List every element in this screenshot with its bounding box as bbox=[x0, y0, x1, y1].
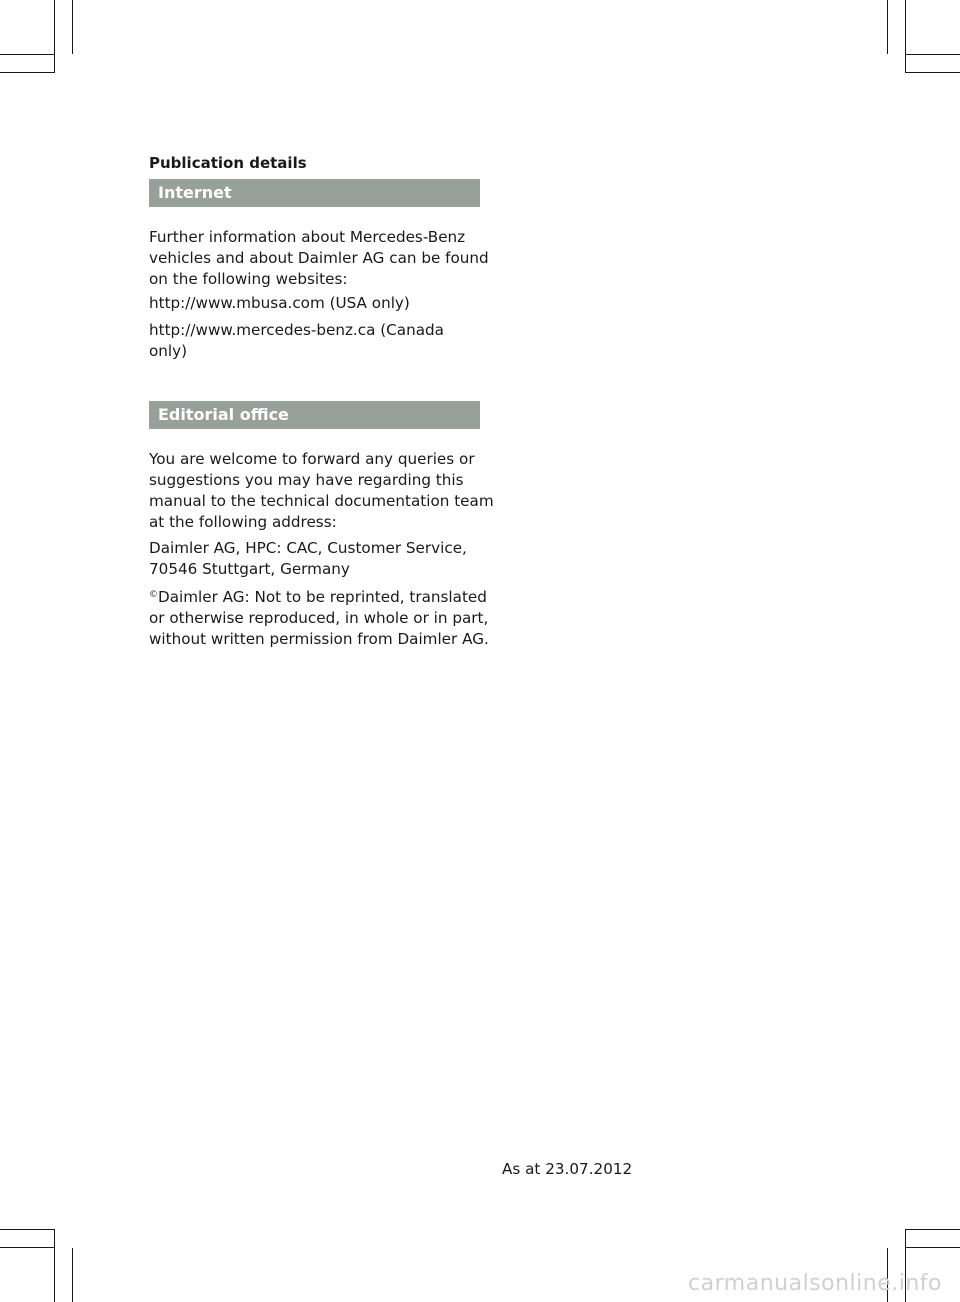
text-line: http://www.mercedes-benz.ca (Canada bbox=[149, 321, 444, 339]
crop-mark bbox=[887, 0, 888, 54]
crop-mark bbox=[905, 1247, 960, 1248]
copyright-text: Daimler AG: Not to be reprinted, translated bbox=[158, 588, 487, 606]
url-canada bbox=[149, 320, 489, 362]
crop-mark bbox=[905, 0, 906, 73]
crop-mark bbox=[905, 72, 960, 73]
internet-intro-paragraph bbox=[149, 227, 489, 290]
text-line: Daimler AG, HPC: CAC, Customer Service, bbox=[149, 539, 467, 557]
section-heading-editorial-office: Editorial office bbox=[149, 401, 480, 429]
crop-mark bbox=[54, 1229, 55, 1302]
text-line bbox=[149, 587, 489, 608]
date-stamp: As at 23.07.2012 bbox=[502, 1160, 633, 1178]
copyright-paragraph bbox=[149, 587, 489, 650]
text-line: vehicles and about Daimler AG can be found bbox=[149, 249, 489, 267]
section-heading-internet: Internet bbox=[149, 179, 480, 207]
crop-mark bbox=[0, 54, 54, 55]
crop-mark bbox=[905, 54, 960, 55]
crop-mark bbox=[54, 0, 55, 73]
crop-mark bbox=[0, 72, 55, 73]
text-line: on the following websites: bbox=[149, 270, 348, 288]
text-line: You are welcome to forward any queries or bbox=[149, 450, 475, 468]
text-line: Further information about Mercedes-Benz bbox=[149, 228, 466, 246]
text-line: at the following address: bbox=[149, 513, 337, 531]
editorial-intro-paragraph bbox=[149, 449, 494, 533]
text-line: manual to the technical documentation team bbox=[149, 492, 494, 510]
crop-mark bbox=[72, 0, 73, 54]
text-line: suggestions you may have regarding this bbox=[149, 471, 464, 489]
page-title: Publication details bbox=[149, 154, 307, 172]
crop-mark bbox=[0, 1229, 55, 1230]
text-line: only) bbox=[149, 342, 188, 360]
address-paragraph bbox=[149, 538, 489, 580]
text-line: without written permission from Daimler AG. bbox=[149, 630, 489, 648]
text-line: 70546 Stuttgart, Germany bbox=[149, 560, 350, 578]
url-usa bbox=[149, 293, 489, 314]
watermark: carmanualsonline.info bbox=[688, 1271, 942, 1296]
text-line: or otherwise reproduced, in whole or in part, bbox=[149, 609, 489, 627]
copyright-symbol: © bbox=[149, 590, 158, 600]
crop-mark bbox=[905, 1229, 960, 1230]
crop-mark bbox=[0, 1247, 54, 1248]
crop-mark bbox=[72, 1248, 73, 1302]
url-usa-text: http://www.mbusa.com (USA only) bbox=[149, 294, 410, 312]
